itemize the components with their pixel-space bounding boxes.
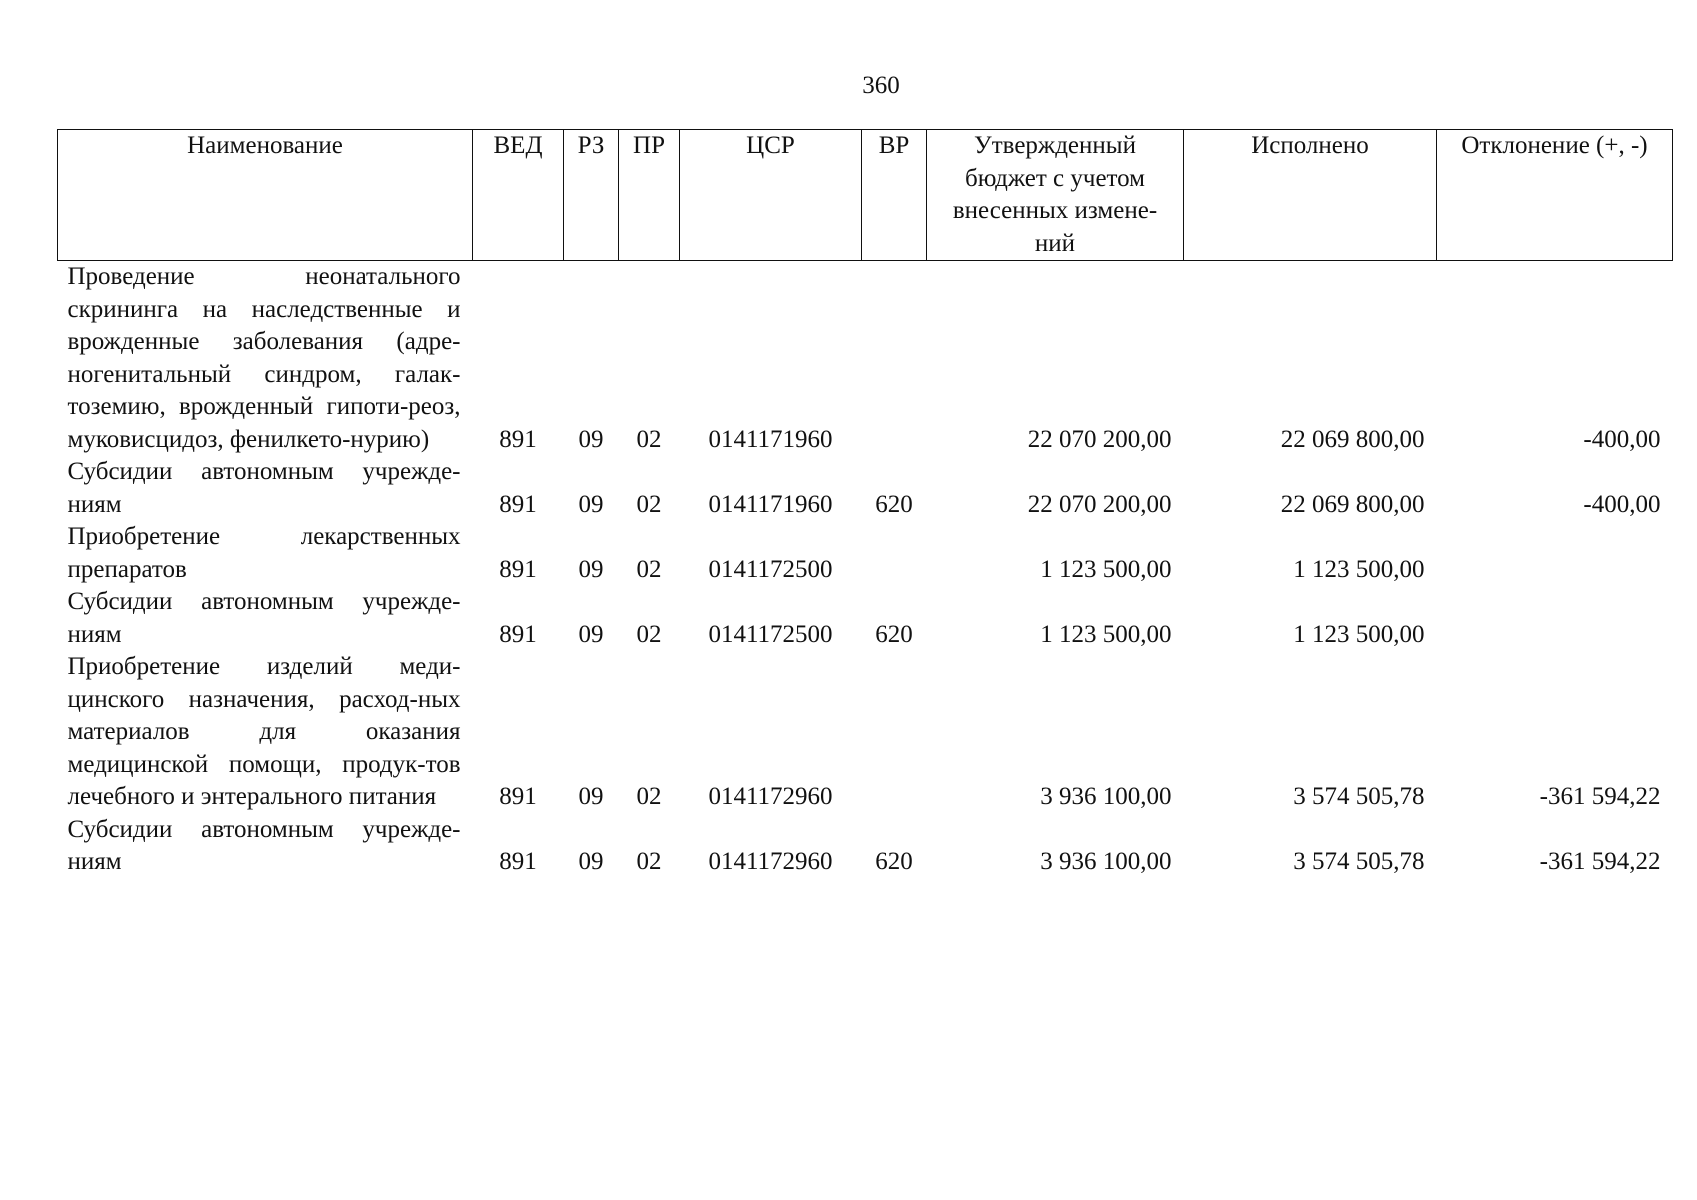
row-ved: 891 (499, 783, 537, 810)
table-row (58, 521, 1673, 586)
row-name: Субсидии автономным учрежде-ниям (67, 458, 461, 518)
row-budget: 1 123 500,00 (1040, 620, 1172, 648)
header-budget: Утвержденный бюджет с учетом внесенных измене-ний (927, 130, 1184, 261)
row-deviation: -400,00 (1583, 490, 1661, 518)
row-done: 3 574 505,78 (1293, 783, 1425, 810)
row-pr: 02 (636, 848, 662, 875)
row-budget: 1 123 500,00 (1040, 555, 1172, 583)
row-name: Проведение неонатального скрининга на наследственные и врожденные заболевания (адре-ногенитальный синдром, галак-тоземию, врожденный гипоти-реоз, муковисцидоз, фенилкето-нурию) (67, 263, 461, 453)
header-deviation: Отклонение (+, -) (1437, 130, 1673, 261)
row-budget: 22 070 200,00 (1027, 425, 1172, 453)
header-vr: ВР (862, 130, 927, 261)
row-rz: 09 (578, 555, 604, 583)
row-pr: 02 (636, 425, 662, 453)
row-ved: 891 (499, 848, 537, 875)
row-deviation: -400,00 (1583, 425, 1661, 453)
row-pr: 02 (636, 783, 662, 810)
row-pr: 02 (636, 620, 662, 648)
row-csr: 0141171960 (708, 425, 833, 453)
row-vr (862, 521, 927, 586)
row-rz: 09 (578, 425, 604, 453)
row-ved: 891 (499, 490, 537, 518)
row-done: 1 123 500,00 (1293, 620, 1425, 648)
row-csr: 0141172500 (708, 620, 833, 648)
table-row (58, 814, 1673, 879)
header-csr: ЦСР (680, 130, 862, 261)
row-rz: 09 (578, 490, 604, 518)
row-csr: 0141172960 (708, 783, 833, 810)
row-done: 3 574 505,78 (1293, 848, 1425, 875)
row-csr: 0141172960 (708, 848, 833, 875)
row-name: Приобретение лекарственных препаратов (67, 523, 461, 583)
row-rz: 09 (578, 848, 604, 875)
row-pr: 02 (636, 490, 662, 518)
row-csr: 0141171960 (708, 490, 833, 518)
table-row (58, 456, 1673, 521)
row-rz: 09 (578, 783, 604, 810)
row-vr (862, 651, 927, 814)
row-deviation (1437, 586, 1673, 651)
row-ved: 891 (499, 555, 537, 583)
row-budget: 22 070 200,00 (1027, 490, 1172, 518)
row-ved: 891 (499, 620, 537, 648)
row-deviation: -361 594,22 (1539, 783, 1661, 810)
header-name: Наименование (58, 130, 473, 261)
row-vr: 620 (875, 848, 913, 875)
header-pr: ПР (619, 130, 680, 261)
header-row (58, 130, 1673, 261)
table-body (58, 261, 1673, 879)
row-name: Субсидии автономным учрежде-ниям (67, 588, 461, 648)
header-done: Исполнено (1184, 130, 1437, 261)
row-done: 22 069 800,00 (1280, 490, 1425, 518)
page-number: 360 (862, 72, 900, 99)
row-pr: 02 (636, 555, 662, 583)
budget-execution-table (57, 129, 1673, 879)
row-name: Субсидии автономным учрежде-ниям (67, 815, 461, 875)
row-done: 1 123 500,00 (1293, 555, 1425, 583)
row-vr: 620 (875, 620, 913, 648)
row-ved: 891 (499, 425, 537, 453)
row-deviation: -361 594,22 (1539, 848, 1661, 875)
table-header (58, 130, 1673, 261)
header-rz: РЗ (564, 130, 619, 261)
row-budget: 3 936 100,00 (1040, 848, 1172, 875)
row-vr (862, 261, 927, 457)
table-row (58, 651, 1673, 814)
row-budget: 3 936 100,00 (1040, 783, 1172, 810)
row-csr: 0141172500 (708, 555, 833, 583)
table-row (58, 261, 1673, 457)
header-ved: ВЕД (473, 130, 564, 261)
row-done: 22 069 800,00 (1280, 425, 1425, 453)
row-deviation (1437, 521, 1673, 586)
row-vr: 620 (875, 490, 913, 518)
row-name: Приобретение изделий меди-цинского назначения, расход-ных материалов для оказания медицинской помощи, продук-тов лечебного и энтерального питания (67, 653, 461, 810)
table-row (58, 586, 1673, 651)
row-rz: 09 (578, 620, 604, 648)
